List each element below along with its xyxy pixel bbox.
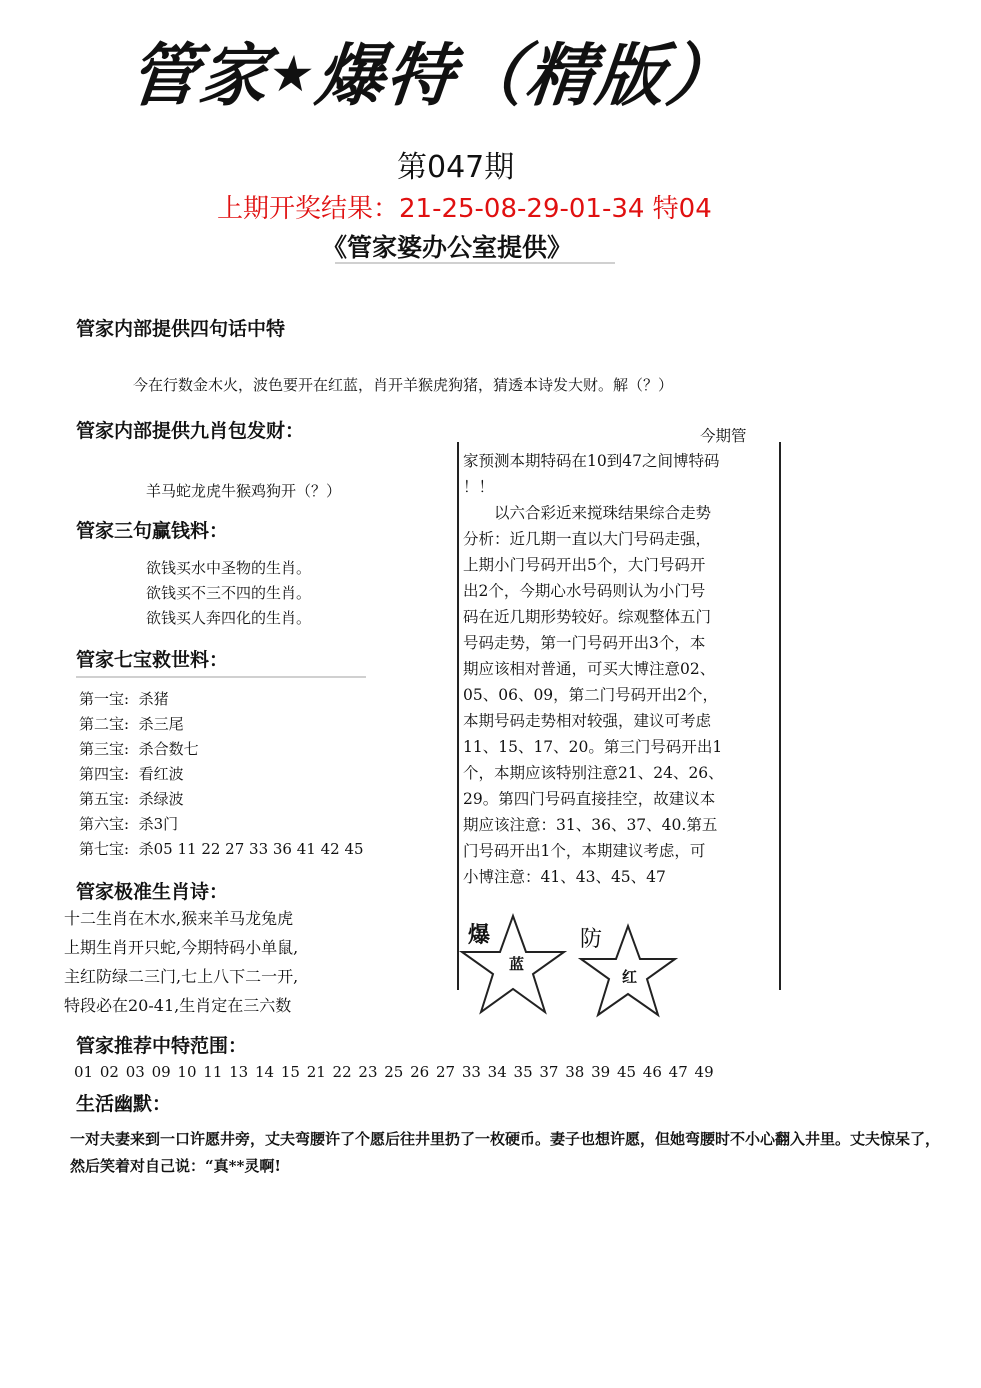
poem-line: 主红防绿二三门,七上八下二一开, — [64, 967, 299, 986]
treasure-item: 第二宝: 杀三尾 — [79, 715, 184, 733]
three-sentences-line: 欲钱买水中圣物的生肖。 — [146, 559, 312, 577]
poem-heading: 管家极准生肖诗： — [76, 881, 229, 903]
poem-line: 十二生肖在木水,猴来羊马龙兔虎 — [64, 909, 294, 928]
analysis-text: 家预测本期特码在10到47之间博特码 ！！ 以六合彩近来搅珠结果综合走势 分析：近几期一直以大门号码走强， 上期小门号码开出5个，大门号码开 出2个，今期心水号码则认为小门号 码在近几期形势较好。综观整体五门 号码走势，第一门号码开出3个，本 期应该相对普通，可买大博注意02、 05、06、09，第二门号码开出2个， 本期号码走势相对较强，建议可考虑 11、15、17、20。第三门号码开出1 个，本期应该特别注意21、24、26、 29。第四门号码直接挂空，故建议本 期应该注意：31、36、37、40.第五 门号码开出1个，本期建议考虑，可 小博注意：41、43、45、47 — [463, 452, 724, 886]
treasure-item: 第四宝: 看红波 — [79, 765, 184, 783]
humor-text: 一对夫妻来到一口许愿井旁，丈夫弯腰许了个愿后往井里扔了一枚硬币。妻子也想许愿，但她弯腰时不小心翻入井里。丈夫惊呆了，然后笑着对自己说：“真**灵啊! — [70, 1130, 941, 1175]
star1-text: 蓝 — [509, 955, 525, 973]
poem-line: 特段必在20-41,生肖定在三六数 — [64, 996, 292, 1015]
recommend-numbers: 01 02 03 09 10 11 13 14 15 21 22 23 25 26 27 33 34 35 37 38 39 45 46 47 49 — [74, 1063, 714, 1081]
four-sentences-heading: 管家内部提供四句话中特 — [76, 318, 286, 340]
three-sentences-line: 欲钱买人奔四化的生肖。 — [146, 609, 312, 627]
treasure-item: 第一宝: 杀猪 — [79, 690, 169, 708]
star1-label: 爆 — [468, 922, 491, 948]
issue-number: 第047期 — [397, 150, 515, 185]
treasure-item: 第五宝: 杀绿波 — [79, 790, 184, 808]
divider — [76, 676, 366, 678]
treasure-item: 第六宝: 杀3门 — [79, 815, 179, 833]
nine-zodiac-heading: 管家内部提供九肖包发财： — [76, 420, 305, 442]
humor-heading: 生活幽默： — [76, 1093, 172, 1115]
treasure-item: 第三宝: 杀合数七 — [79, 740, 199, 758]
star2-label: 防 — [580, 927, 603, 952]
provider: 《管家婆办公室提供》 — [322, 233, 573, 262]
four-sentences-text: 今在行数金木火，波色要开在红蓝，肖开羊猴虎狗猪，猜透本诗发大财。解（？） — [133, 376, 674, 394]
poem-line: 上期生肖开只蛇,今期特码小单鼠, — [64, 938, 299, 957]
last-result: 上期开奖结果：21-25-08-29-01-34 特04 — [217, 194, 712, 224]
page-title — [125, 22, 742, 119]
seven-treasures-heading: 管家七宝救世料： — [76, 649, 229, 671]
star-icon: ★ — [266, 45, 320, 103]
title-part1: 管家 — [125, 37, 274, 116]
three-sentences-line: 欲钱买不三不四的生肖。 — [146, 584, 312, 602]
nine-zodiac-text: 羊马蛇龙虎牛猴鸡狗开（？） — [146, 482, 342, 500]
three-sentences-heading: 管家三句赢钱料： — [76, 520, 229, 542]
star2-text: 红 — [622, 968, 638, 986]
treasure-item: 第七宝: 杀05 11 22 27 33 36 41 42 45 — [79, 840, 364, 858]
analysis-first-line: 今期管 — [700, 427, 747, 445]
divider — [335, 262, 615, 264]
recommend-heading: 管家推荐中特范围： — [76, 1035, 248, 1057]
title-part2: 爆特（精版） — [312, 37, 741, 116]
